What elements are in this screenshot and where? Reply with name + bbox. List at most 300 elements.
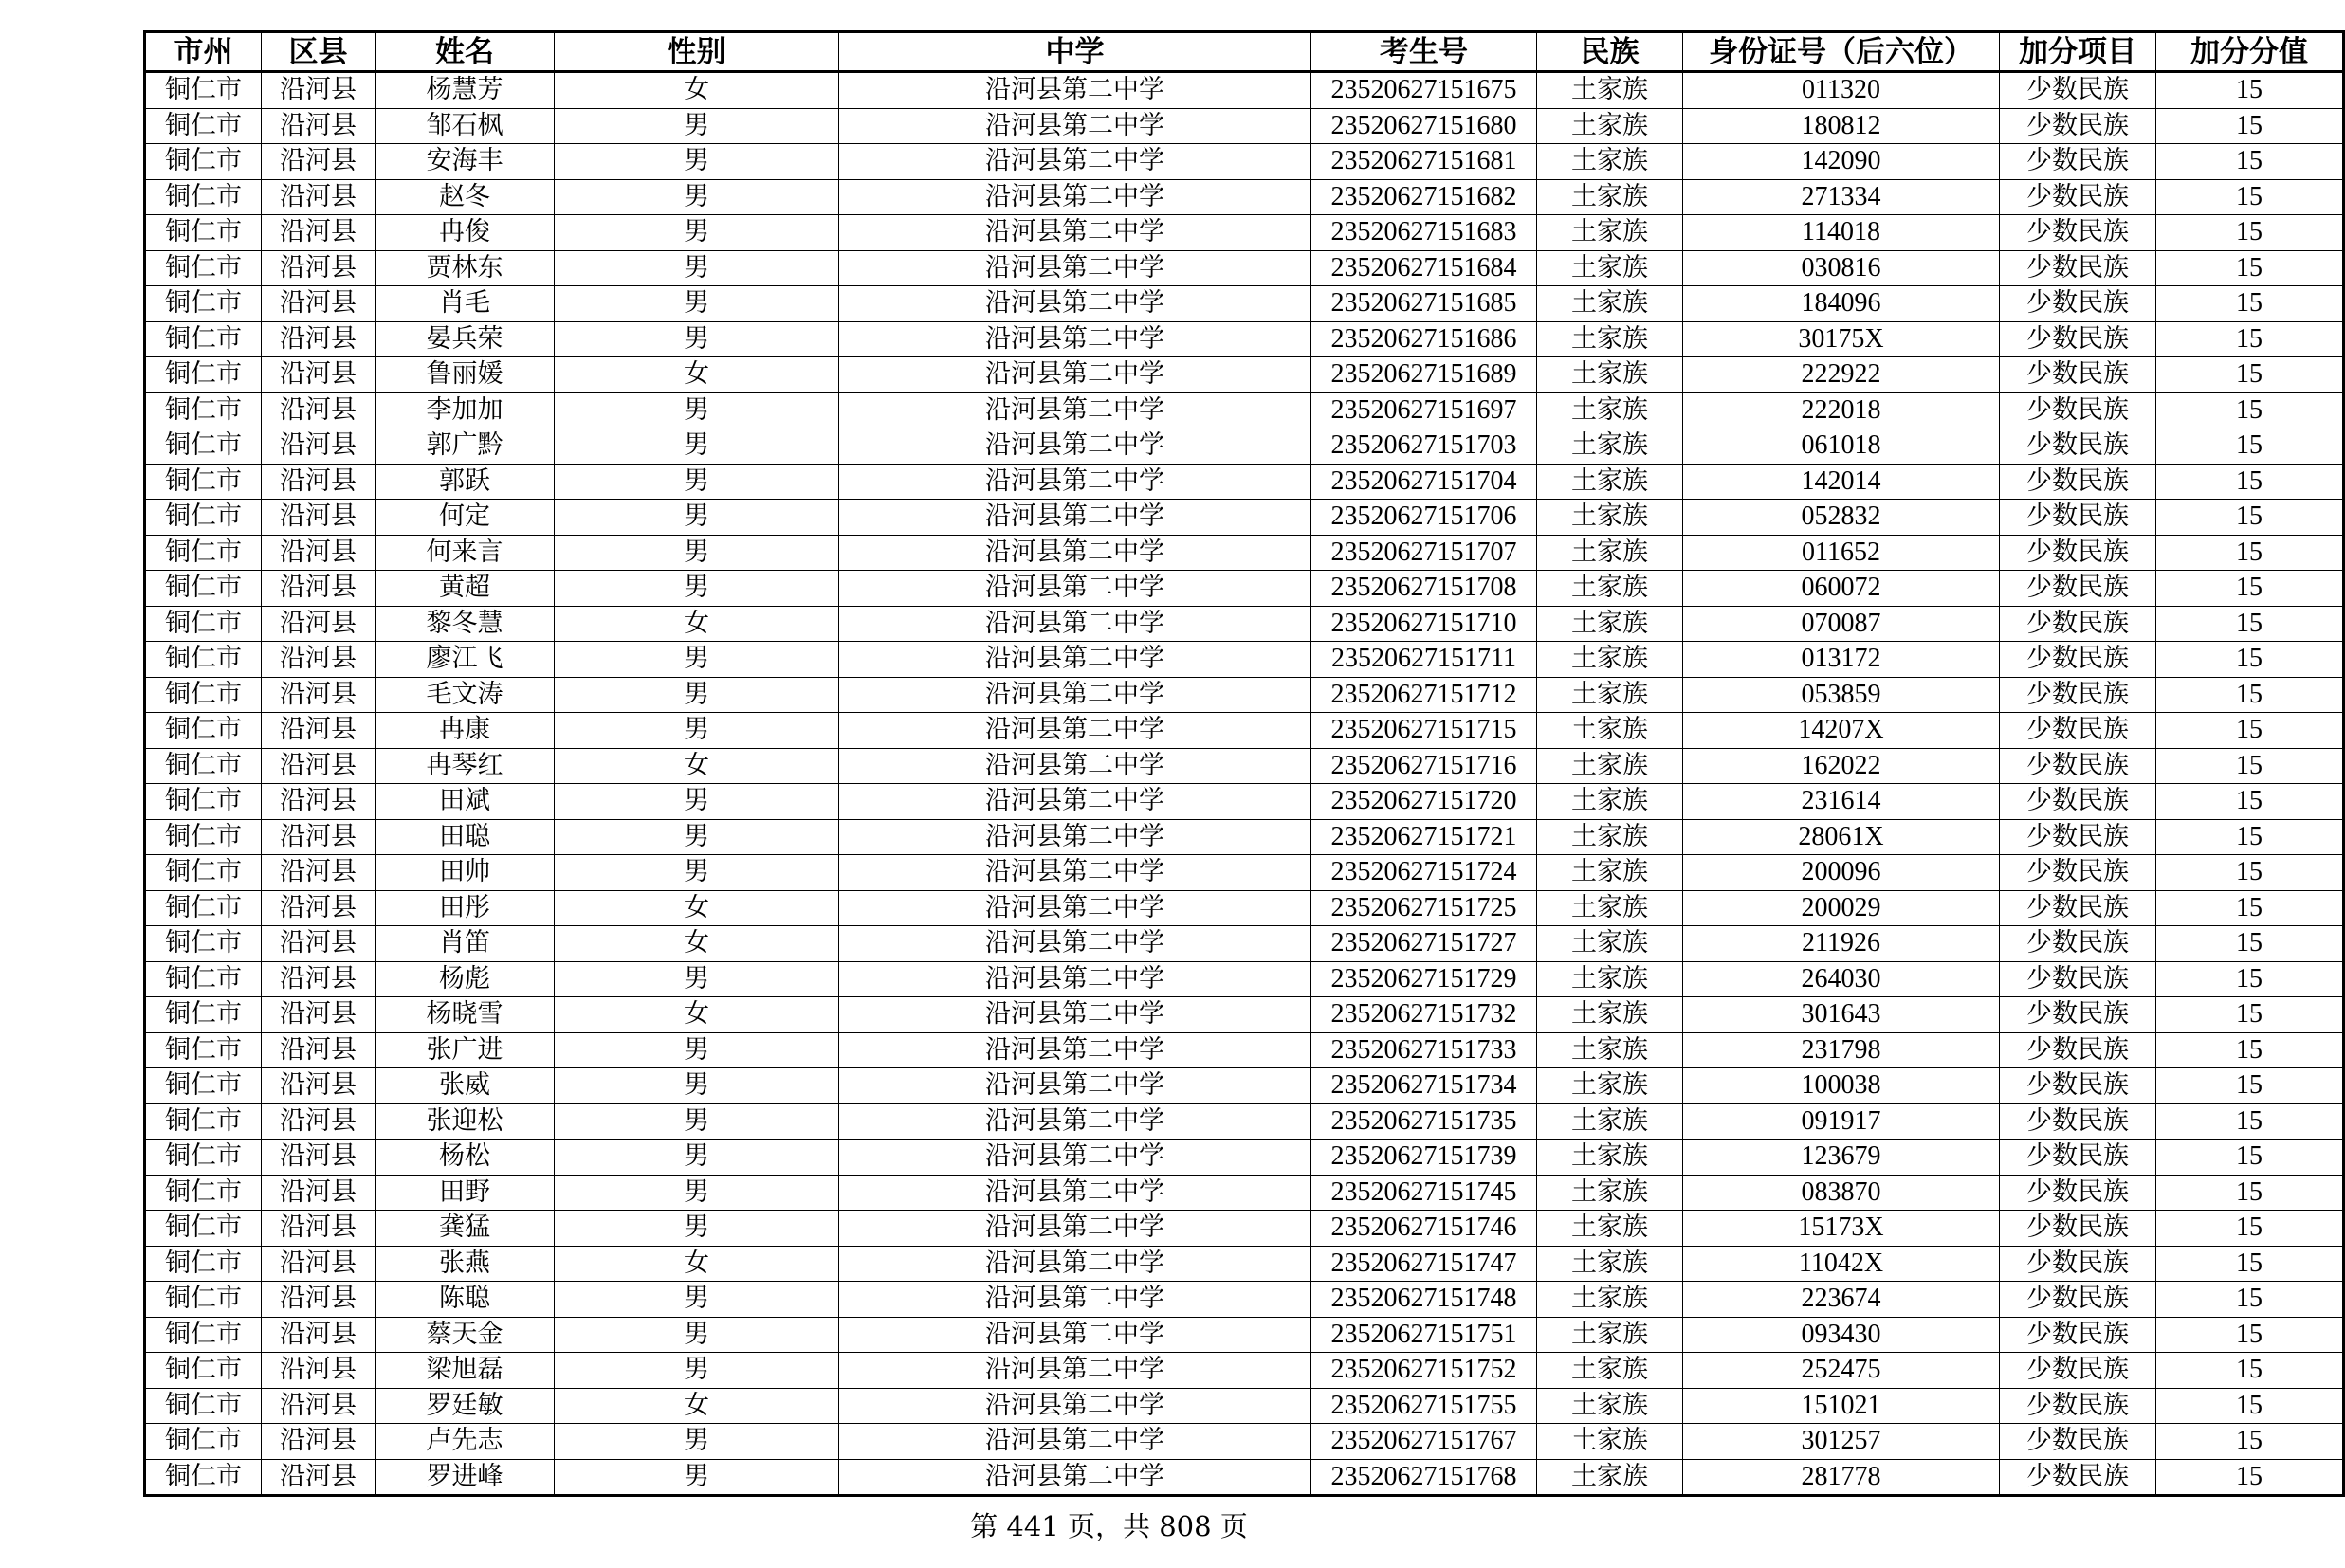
cell-school: 沿河县第二中学 xyxy=(839,1246,1311,1282)
cell-school: 沿河县第二中学 xyxy=(839,72,1311,109)
cell-exam-number: 23520627151686 xyxy=(1311,321,1537,357)
cell-id-last-six: 162022 xyxy=(1683,748,2000,784)
cell-city: 铜仁市 xyxy=(145,855,262,891)
cell-bonus-value: 15 xyxy=(2156,1246,2344,1282)
cell-bonus-item: 少数民族 xyxy=(2000,428,2156,465)
cell-exam-number: 23520627151733 xyxy=(1311,1032,1537,1068)
cell-county: 沿河县 xyxy=(262,1211,376,1247)
cell-ethnicity: 土家族 xyxy=(1537,1246,1683,1282)
cell-name: 鲁丽媛 xyxy=(376,357,555,393)
cell-bonus-value: 15 xyxy=(2156,428,2344,465)
table-row xyxy=(145,1103,2344,1140)
cell-ethnicity: 土家族 xyxy=(1537,1103,1683,1140)
cell-county: 沿河县 xyxy=(262,926,376,962)
table-row xyxy=(145,500,2344,536)
cell-county: 沿河县 xyxy=(262,1317,376,1353)
cell-ethnicity: 土家族 xyxy=(1537,926,1683,962)
cell-county: 沿河县 xyxy=(262,819,376,855)
table-row xyxy=(145,72,2344,109)
cell-id-last-six: 222922 xyxy=(1683,357,2000,393)
cell-gender: 男 xyxy=(555,179,839,215)
cell-exam-number: 23520627151748 xyxy=(1311,1282,1537,1318)
table-row xyxy=(145,250,2344,286)
cell-exam-number: 23520627151707 xyxy=(1311,535,1537,571)
cell-county: 沿河县 xyxy=(262,1353,376,1389)
cell-id-last-six: 052832 xyxy=(1683,500,2000,536)
cell-exam-number: 23520627151745 xyxy=(1311,1175,1537,1211)
cell-county: 沿河县 xyxy=(262,961,376,997)
cell-bonus-item: 少数民族 xyxy=(2000,357,2156,393)
cell-bonus-item: 少数民族 xyxy=(2000,1140,2156,1176)
cell-bonus-value: 15 xyxy=(2156,464,2344,500)
cell-school: 沿河县第二中学 xyxy=(839,642,1311,678)
cell-exam-number: 23520627151739 xyxy=(1311,1140,1537,1176)
cell-name: 廖江飞 xyxy=(376,642,555,678)
cell-id-last-six: 301257 xyxy=(1683,1424,2000,1460)
table-row xyxy=(145,1353,2344,1389)
cell-county: 沿河县 xyxy=(262,108,376,144)
cell-bonus-item: 少数民族 xyxy=(2000,1068,2156,1104)
table-row xyxy=(145,571,2344,607)
table-row xyxy=(145,1068,2344,1104)
cell-county: 沿河县 xyxy=(262,179,376,215)
cell-bonus-value: 15 xyxy=(2156,179,2344,215)
cell-school: 沿河县第二中学 xyxy=(839,1388,1311,1424)
cell-city: 铜仁市 xyxy=(145,464,262,500)
cell-bonus-value: 15 xyxy=(2156,606,2344,642)
cell-bonus-value: 15 xyxy=(2156,890,2344,926)
cell-id-last-six: 14207X xyxy=(1683,713,2000,749)
cell-county: 沿河县 xyxy=(262,1388,376,1424)
cell-name: 肖毛 xyxy=(376,286,555,322)
cell-school: 沿河县第二中学 xyxy=(839,855,1311,891)
cell-city: 铜仁市 xyxy=(145,144,262,180)
cell-city: 铜仁市 xyxy=(145,890,262,926)
cell-id-last-six: 100038 xyxy=(1683,1068,2000,1104)
cell-bonus-value: 15 xyxy=(2156,1424,2344,1460)
cell-city: 铜仁市 xyxy=(145,926,262,962)
table-row xyxy=(145,677,2344,713)
cell-gender: 男 xyxy=(555,961,839,997)
cell-county: 沿河县 xyxy=(262,1424,376,1460)
cell-bonus-item: 少数民族 xyxy=(2000,286,2156,322)
cell-id-last-six: 030816 xyxy=(1683,250,2000,286)
table-body xyxy=(145,72,2344,1496)
header-bonus-value: 加分分值 xyxy=(2156,32,2344,72)
cell-exam-number: 23520627151704 xyxy=(1311,464,1537,500)
cell-county: 沿河县 xyxy=(262,997,376,1033)
cell-bonus-value: 15 xyxy=(2156,748,2344,784)
cell-county: 沿河县 xyxy=(262,748,376,784)
cell-gender: 男 xyxy=(555,784,839,820)
cell-id-last-six: 281778 xyxy=(1683,1459,2000,1496)
cell-city: 铜仁市 xyxy=(145,1068,262,1104)
cell-ethnicity: 土家族 xyxy=(1537,677,1683,713)
cell-name: 杨晓雪 xyxy=(376,997,555,1033)
cell-name: 罗进峰 xyxy=(376,1459,555,1496)
cell-id-last-six: 093430 xyxy=(1683,1317,2000,1353)
cell-city: 铜仁市 xyxy=(145,321,262,357)
cell-school: 沿河县第二中学 xyxy=(839,108,1311,144)
cell-exam-number: 23520627151680 xyxy=(1311,108,1537,144)
cell-exam-number: 23520627151710 xyxy=(1311,606,1537,642)
table-row xyxy=(145,464,2344,500)
cell-name: 卢先志 xyxy=(376,1424,555,1460)
cell-exam-number: 23520627151697 xyxy=(1311,392,1537,428)
cell-city: 铜仁市 xyxy=(145,250,262,286)
cell-bonus-value: 15 xyxy=(2156,1140,2344,1176)
table-row xyxy=(145,428,2344,465)
table-row xyxy=(145,926,2344,962)
cell-county: 沿河县 xyxy=(262,144,376,180)
cell-gender: 男 xyxy=(555,1353,839,1389)
cell-bonus-value: 15 xyxy=(2156,1317,2344,1353)
cell-gender: 男 xyxy=(555,108,839,144)
cell-city: 铜仁市 xyxy=(145,677,262,713)
cell-school: 沿河县第二中学 xyxy=(839,926,1311,962)
cell-school: 沿河县第二中学 xyxy=(839,321,1311,357)
cell-city: 铜仁市 xyxy=(145,108,262,144)
cell-name: 黄超 xyxy=(376,571,555,607)
cell-bonus-item: 少数民族 xyxy=(2000,1353,2156,1389)
table-row xyxy=(145,108,2344,144)
table-row xyxy=(145,215,2344,251)
cell-bonus-item: 少数民族 xyxy=(2000,144,2156,180)
cell-school: 沿河县第二中学 xyxy=(839,571,1311,607)
cell-exam-number: 23520627151703 xyxy=(1311,428,1537,465)
cell-bonus-value: 15 xyxy=(2156,286,2344,322)
cell-city: 铜仁市 xyxy=(145,286,262,322)
cell-name: 黎冬慧 xyxy=(376,606,555,642)
cell-name: 郭广黔 xyxy=(376,428,555,465)
cell-exam-number: 23520627151715 xyxy=(1311,713,1537,749)
cell-exam-number: 23520627151721 xyxy=(1311,819,1537,855)
cell-bonus-item: 少数民族 xyxy=(2000,677,2156,713)
cell-id-last-six: 200029 xyxy=(1683,890,2000,926)
cell-city: 铜仁市 xyxy=(145,997,262,1033)
table-row xyxy=(145,997,2344,1033)
cell-id-last-six: 252475 xyxy=(1683,1353,2000,1389)
table-row xyxy=(145,784,2344,820)
table-row xyxy=(145,357,2344,393)
cell-id-last-six: 061018 xyxy=(1683,428,2000,465)
cell-city: 铜仁市 xyxy=(145,571,262,607)
cell-ethnicity: 土家族 xyxy=(1537,1282,1683,1318)
cell-name: 杨慧芳 xyxy=(376,72,555,109)
cell-bonus-item: 少数民族 xyxy=(2000,1282,2156,1318)
cell-gender: 男 xyxy=(555,1175,839,1211)
cell-ethnicity: 土家族 xyxy=(1537,997,1683,1033)
cell-bonus-item: 少数民族 xyxy=(2000,108,2156,144)
cell-gender: 男 xyxy=(555,677,839,713)
cell-county: 沿河县 xyxy=(262,357,376,393)
cell-exam-number: 23520627151725 xyxy=(1311,890,1537,926)
cell-exam-number: 23520627151734 xyxy=(1311,1068,1537,1104)
cell-id-last-six: 070087 xyxy=(1683,606,2000,642)
cell-bonus-item: 少数民族 xyxy=(2000,1317,2156,1353)
header-bonus-item: 加分项目 xyxy=(2000,32,2156,72)
header-id-last-six: 身份证号（后六位） xyxy=(1683,32,2000,72)
cell-id-last-six: 222018 xyxy=(1683,392,2000,428)
cell-gender: 男 xyxy=(555,1282,839,1318)
cell-exam-number: 23520627151711 xyxy=(1311,642,1537,678)
cell-county: 沿河县 xyxy=(262,1032,376,1068)
cell-city: 铜仁市 xyxy=(145,819,262,855)
cell-city: 铜仁市 xyxy=(145,606,262,642)
cell-exam-number: 23520627151735 xyxy=(1311,1103,1537,1140)
cell-bonus-value: 15 xyxy=(2156,1068,2344,1104)
cell-name: 张燕 xyxy=(376,1246,555,1282)
cell-id-last-six: 060072 xyxy=(1683,571,2000,607)
cell-bonus-item: 少数民族 xyxy=(2000,1246,2156,1282)
cell-city: 铜仁市 xyxy=(145,1103,262,1140)
cell-ethnicity: 土家族 xyxy=(1537,1068,1683,1104)
cell-bonus-value: 15 xyxy=(2156,1388,2344,1424)
cell-school: 沿河县第二中学 xyxy=(839,464,1311,500)
cell-name: 田彤 xyxy=(376,890,555,926)
cell-school: 沿河县第二中学 xyxy=(839,1459,1311,1496)
cell-exam-number: 23520627151706 xyxy=(1311,500,1537,536)
cell-bonus-value: 15 xyxy=(2156,571,2344,607)
cell-bonus-value: 15 xyxy=(2156,642,2344,678)
cell-gender: 男 xyxy=(555,1140,839,1176)
cell-id-last-six: 264030 xyxy=(1683,961,2000,997)
cell-ethnicity: 土家族 xyxy=(1537,250,1683,286)
cell-ethnicity: 土家族 xyxy=(1537,642,1683,678)
cell-bonus-item: 少数民族 xyxy=(2000,250,2156,286)
cell-county: 沿河县 xyxy=(262,535,376,571)
cell-bonus-value: 15 xyxy=(2156,713,2344,749)
cell-gender: 女 xyxy=(555,606,839,642)
cell-id-last-six: 184096 xyxy=(1683,286,2000,322)
cell-gender: 男 xyxy=(555,642,839,678)
cell-id-last-six: 301643 xyxy=(1683,997,2000,1033)
cell-gender: 男 xyxy=(555,144,839,180)
bonus-points-table xyxy=(143,30,2345,1497)
cell-school: 沿河县第二中学 xyxy=(839,215,1311,251)
cell-school: 沿河县第二中学 xyxy=(839,713,1311,749)
cell-county: 沿河县 xyxy=(262,784,376,820)
page-footer: 第 441 页，共 808 页 xyxy=(970,1510,1248,1542)
table-row xyxy=(145,855,2344,891)
cell-ethnicity: 土家族 xyxy=(1537,1211,1683,1247)
cell-county: 沿河县 xyxy=(262,855,376,891)
cell-city: 铜仁市 xyxy=(145,961,262,997)
cell-bonus-item: 少数民族 xyxy=(2000,961,2156,997)
cell-school: 沿河县第二中学 xyxy=(839,428,1311,465)
table-row xyxy=(145,1282,2344,1318)
cell-name: 陈聪 xyxy=(376,1282,555,1318)
cell-school: 沿河县第二中学 xyxy=(839,535,1311,571)
cell-bonus-item: 少数民族 xyxy=(2000,819,2156,855)
cell-gender: 女 xyxy=(555,1246,839,1282)
cell-school: 沿河县第二中学 xyxy=(839,144,1311,180)
cell-ethnicity: 土家族 xyxy=(1537,890,1683,926)
cell-name: 冉琴红 xyxy=(376,748,555,784)
cell-school: 沿河县第二中学 xyxy=(839,250,1311,286)
cell-name: 冉俊 xyxy=(376,215,555,251)
cell-bonus-value: 15 xyxy=(2156,72,2344,109)
cell-bonus-value: 15 xyxy=(2156,215,2344,251)
cell-city: 铜仁市 xyxy=(145,713,262,749)
cell-city: 铜仁市 xyxy=(145,1032,262,1068)
cell-bonus-item: 少数民族 xyxy=(2000,392,2156,428)
header-gender: 性别 xyxy=(555,32,839,72)
cell-ethnicity: 土家族 xyxy=(1537,748,1683,784)
header-exam-number: 考生号 xyxy=(1311,32,1537,72)
cell-exam-number: 23520627151716 xyxy=(1311,748,1537,784)
cell-gender: 男 xyxy=(555,250,839,286)
cell-bonus-item: 少数民族 xyxy=(2000,748,2156,784)
table-row xyxy=(145,748,2344,784)
cell-bonus-value: 15 xyxy=(2156,819,2344,855)
cell-ethnicity: 土家族 xyxy=(1537,321,1683,357)
cell-gender: 男 xyxy=(555,855,839,891)
cell-county: 沿河县 xyxy=(262,464,376,500)
cell-school: 沿河县第二中学 xyxy=(839,1353,1311,1389)
cell-county: 沿河县 xyxy=(262,1175,376,1211)
cell-bonus-item: 少数民族 xyxy=(2000,321,2156,357)
table-row xyxy=(145,1424,2344,1460)
cell-bonus-item: 少数民族 xyxy=(2000,215,2156,251)
cell-exam-number: 23520627151724 xyxy=(1311,855,1537,891)
cell-id-last-six: 11042X xyxy=(1683,1246,2000,1282)
cell-name: 李加加 xyxy=(376,392,555,428)
cell-ethnicity: 土家族 xyxy=(1537,713,1683,749)
cell-name: 梁旭磊 xyxy=(376,1353,555,1389)
cell-county: 沿河县 xyxy=(262,72,376,109)
header-row xyxy=(145,32,2344,72)
cell-bonus-value: 15 xyxy=(2156,1211,2344,1247)
cell-exam-number: 23520627151747 xyxy=(1311,1246,1537,1282)
table-row xyxy=(145,1388,2344,1424)
cell-name: 张威 xyxy=(376,1068,555,1104)
table-row xyxy=(145,535,2344,571)
cell-exam-number: 23520627151732 xyxy=(1311,997,1537,1033)
cell-gender: 男 xyxy=(555,535,839,571)
cell-exam-number: 23520627151682 xyxy=(1311,179,1537,215)
cell-city: 铜仁市 xyxy=(145,1317,262,1353)
cell-ethnicity: 土家族 xyxy=(1537,1353,1683,1389)
cell-bonus-item: 少数民族 xyxy=(2000,1175,2156,1211)
cell-name: 田斌 xyxy=(376,784,555,820)
cell-exam-number: 23520627151751 xyxy=(1311,1317,1537,1353)
cell-id-last-six: 083870 xyxy=(1683,1175,2000,1211)
table-row xyxy=(145,606,2344,642)
table-row xyxy=(145,1317,2344,1353)
cell-id-last-six: 271334 xyxy=(1683,179,2000,215)
cell-school: 沿河县第二中学 xyxy=(839,819,1311,855)
cell-ethnicity: 土家族 xyxy=(1537,72,1683,109)
cell-name: 安海丰 xyxy=(376,144,555,180)
table-row xyxy=(145,179,2344,215)
cell-name: 杨松 xyxy=(376,1140,555,1176)
cell-school: 沿河县第二中学 xyxy=(839,1032,1311,1068)
cell-gender: 女 xyxy=(555,748,839,784)
cell-bonus-item: 少数民族 xyxy=(2000,464,2156,500)
cell-bonus-value: 15 xyxy=(2156,855,2344,891)
table-row xyxy=(145,1032,2344,1068)
cell-school: 沿河县第二中学 xyxy=(839,997,1311,1033)
table-row xyxy=(145,1175,2344,1211)
table-row xyxy=(145,1459,2344,1496)
cell-school: 沿河县第二中学 xyxy=(839,1068,1311,1104)
cell-school: 沿河县第二中学 xyxy=(839,1140,1311,1176)
cell-bonus-item: 少数民族 xyxy=(2000,784,2156,820)
cell-ethnicity: 土家族 xyxy=(1537,1317,1683,1353)
cell-city: 铜仁市 xyxy=(145,215,262,251)
cell-name: 田帅 xyxy=(376,855,555,891)
cell-id-last-six: 142014 xyxy=(1683,464,2000,500)
cell-city: 铜仁市 xyxy=(145,500,262,536)
cell-ethnicity: 土家族 xyxy=(1537,179,1683,215)
cell-bonus-value: 15 xyxy=(2156,500,2344,536)
cell-ethnicity: 土家族 xyxy=(1537,1459,1683,1496)
cell-city: 铜仁市 xyxy=(145,1282,262,1318)
cell-gender: 男 xyxy=(555,392,839,428)
cell-gender: 女 xyxy=(555,890,839,926)
cell-id-last-six: 15173X xyxy=(1683,1211,2000,1247)
cell-gender: 男 xyxy=(555,1424,839,1460)
cell-name: 何来言 xyxy=(376,535,555,571)
cell-bonus-value: 15 xyxy=(2156,1282,2344,1318)
cell-gender: 男 xyxy=(555,321,839,357)
cell-bonus-item: 少数民族 xyxy=(2000,1032,2156,1068)
cell-ethnicity: 土家族 xyxy=(1537,500,1683,536)
cell-school: 沿河县第二中学 xyxy=(839,748,1311,784)
cell-exam-number: 23520627151681 xyxy=(1311,144,1537,180)
cell-bonus-item: 少数民族 xyxy=(2000,890,2156,926)
table-header xyxy=(145,32,2344,72)
cell-ethnicity: 土家族 xyxy=(1537,357,1683,393)
cell-exam-number: 23520627151752 xyxy=(1311,1353,1537,1389)
cell-gender: 男 xyxy=(555,428,839,465)
cell-county: 沿河县 xyxy=(262,1140,376,1176)
cell-county: 沿河县 xyxy=(262,606,376,642)
cell-name: 杨彪 xyxy=(376,961,555,997)
cell-county: 沿河县 xyxy=(262,321,376,357)
cell-id-last-six: 142090 xyxy=(1683,144,2000,180)
cell-bonus-value: 15 xyxy=(2156,677,2344,713)
cell-school: 沿河县第二中学 xyxy=(839,890,1311,926)
cell-bonus-value: 15 xyxy=(2156,1459,2344,1496)
cell-name: 贾林东 xyxy=(376,250,555,286)
cell-exam-number: 23520627151712 xyxy=(1311,677,1537,713)
cell-id-last-six: 180812 xyxy=(1683,108,2000,144)
cell-name: 肖笛 xyxy=(376,926,555,962)
cell-bonus-value: 15 xyxy=(2156,108,2344,144)
cell-county: 沿河县 xyxy=(262,642,376,678)
cell-bonus-value: 15 xyxy=(2156,357,2344,393)
cell-exam-number: 23520627151675 xyxy=(1311,72,1537,109)
cell-ethnicity: 土家族 xyxy=(1537,535,1683,571)
cell-school: 沿河县第二中学 xyxy=(839,179,1311,215)
cell-ethnicity: 土家族 xyxy=(1537,144,1683,180)
cell-ethnicity: 土家族 xyxy=(1537,1032,1683,1068)
cell-id-last-six: 231798 xyxy=(1683,1032,2000,1068)
cell-city: 铜仁市 xyxy=(145,1459,262,1496)
cell-ethnicity: 土家族 xyxy=(1537,1175,1683,1211)
cell-bonus-value: 15 xyxy=(2156,1175,2344,1211)
cell-city: 铜仁市 xyxy=(145,179,262,215)
cell-county: 沿河县 xyxy=(262,677,376,713)
cell-city: 铜仁市 xyxy=(145,1424,262,1460)
cell-county: 沿河县 xyxy=(262,286,376,322)
cell-id-last-six: 114018 xyxy=(1683,215,2000,251)
cell-name: 毛文涛 xyxy=(376,677,555,713)
cell-exam-number: 23520627151767 xyxy=(1311,1424,1537,1460)
cell-city: 铜仁市 xyxy=(145,428,262,465)
